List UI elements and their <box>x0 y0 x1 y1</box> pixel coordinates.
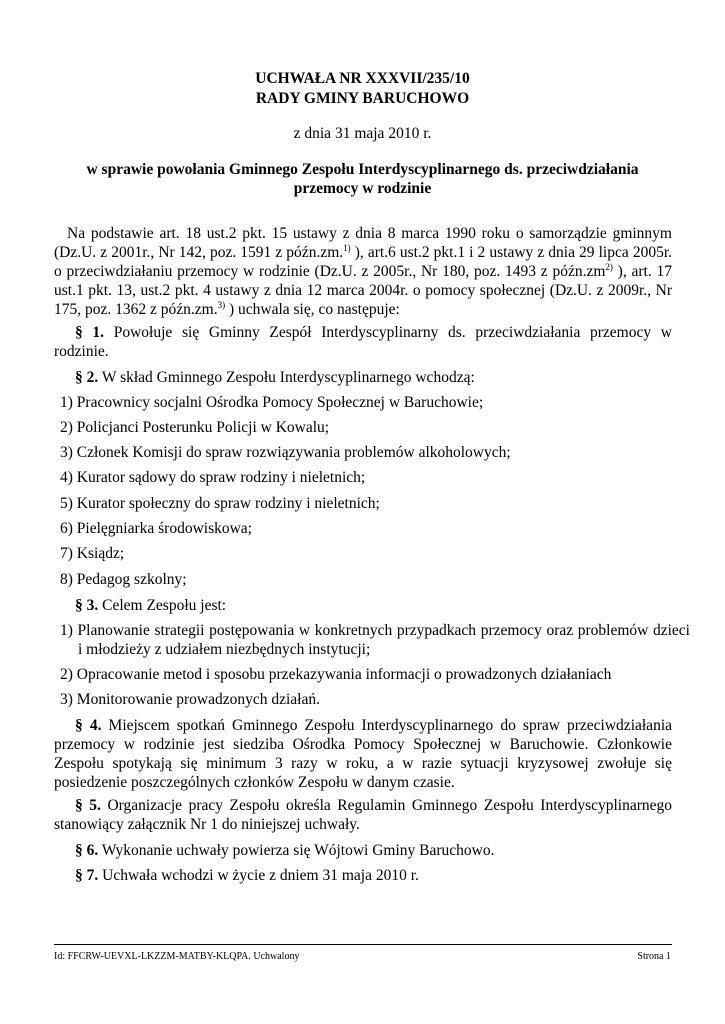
footnote-ref-3: 3) <box>217 299 226 310</box>
list-item: 4) Kurator sądowy do spraw rodziny i nieletnich; <box>60 469 366 486</box>
footer-divider <box>54 944 672 945</box>
paragraph-2-label: § 2. <box>75 369 99 386</box>
paragraph-5: § 5. Organizacje pracy Zespołu określa Regulamin Gminnego Zespołu Interdyscyplinarnego stanowiący załącznik Nr 1 do niniejszej uchwały. <box>54 797 673 833</box>
list-item: 3) Członek Komisji do spraw rozwiązywania problemów alkoholowych; <box>60 444 511 461</box>
footnote-ref-1: 1) <box>343 242 351 253</box>
list-item: 6) Pielęgniarka środowiskowa; <box>60 520 252 537</box>
list-item: 2) Policjanci Posterunku Policji w Kowalu; <box>60 419 330 436</box>
paragraph-1-label: § 1. <box>75 324 105 341</box>
paragraph-3: § 3. Celem Zespołu jest: <box>75 597 227 614</box>
paragraph-4: § 4. Miejscem spotkań Gminnego Zespołu Interdyscyplinarnego do spraw przeciwdziałania przemocy w rodzinie jest siedziba Ośrodka Pomocy Społecznej w Baruchowie. Członkowie Zespołu spotykają się minimum 3 razy w roku, a w razie sytuacji kryzysowej zwołuje się posiedzenie poszczególnych członków Zespołu w danym czasie. <box>54 717 672 791</box>
list-item: 5) Kurator społeczny do spraw rodziny i nieletnich; <box>60 495 380 512</box>
paragraph-1: § 1. Powołuje się Gminny Zespół Interdyscyplinarny ds. przeciwdziałania przemocy w rodzinie. <box>54 324 672 360</box>
resolution-number: UCHWAŁA NR XXXVII/235/10 <box>255 70 470 87</box>
legal-basis-paragraph: Na podstawie art. 18 ust.2 pkt. 15 ustawy z dnia 8 marca 1990 roku o samorządzie gminnym (Dz.U. z 2001r., Nr 142, poz. 1591 z późn.zm.$^{1)}$ ), art.6 ust.2 pkt.1 i 2 ustawy z dnia 29 lipca 2005r. o przeciwdziałaniu przemocy w rodzinie (Dz.U. z 2005r., Nr 180, poz. 1493 z $późn.zm^{2)}$ ), art. 17 ust.1 pkt. 13, ust.2 pkt. 4 ustawy z dnia 12 marca 2004r. o pomocy społecznej (Dz.U. z 2009r., Nr 175, poz. 1362 z późn.zm.$^{3)}$ ) uchwala się, co następuje: <box>54 225 673 318</box>
paragraph-6: § 6. Wykonanie uchwały powierza się Wójtowi Gminy Baruchowo. <box>75 842 495 859</box>
resolution-subject <box>60 160 665 198</box>
resolution-date: z dnia 31 maja 2010 r. <box>293 125 432 142</box>
footnote-ref-2: 2) <box>605 261 613 272</box>
list-item: 2) Opracowanie metod i sposobu przekazywania informacji o prowadzonych działaniach <box>60 666 612 683</box>
subject-line-2: przemocy w rodzinie <box>293 180 432 197</box>
document-id: Id: FFCRW-UEVXL-LKZZM-MATBY-KLQPA. Uchwalony <box>54 951 300 962</box>
paragraph-3-label: § 3. <box>75 597 99 614</box>
paragraph-4-label: § 4. <box>75 717 102 734</box>
page-number: Strona 1 <box>637 951 671 962</box>
list-item: 8) Pedagog szkolny; <box>60 571 187 588</box>
list-item: 3) Monitorowanie prowadzonych działań. <box>60 691 320 708</box>
paragraph-7: § 7. Uchwała wchodzi w życie z dniem 31 maja 2010 r. <box>75 867 419 884</box>
paragraph-2: § 2. W skład Gminnego Zespołu Interdyscyplinarnego wchodzą: <box>75 369 475 386</box>
list-item: 1) Planowanie strategii postępowania w konkretnych przypadkach przemocy oraz problemów dzieci i młodzieży z udziałem niezbędnych instytucji; <box>60 622 690 658</box>
list-item: 1) Pracownicy socjalni Ośrodka Pomocy Społecznej w Baruchowie; <box>60 394 484 411</box>
paragraph-6-label: § 6. <box>75 842 99 859</box>
subject-line-1: w sprawie powołania Gminnego Zespołu Interdyscyplinarnego ds. przeciwdziałania <box>86 161 639 178</box>
list-item: 7) Ksiądz; <box>60 545 125 562</box>
paragraph-5-label: § 5. <box>75 797 101 814</box>
council-name: RADY GMINY BARUCHOWO <box>255 90 470 107</box>
paragraph-7-label: § 7. <box>75 867 99 884</box>
